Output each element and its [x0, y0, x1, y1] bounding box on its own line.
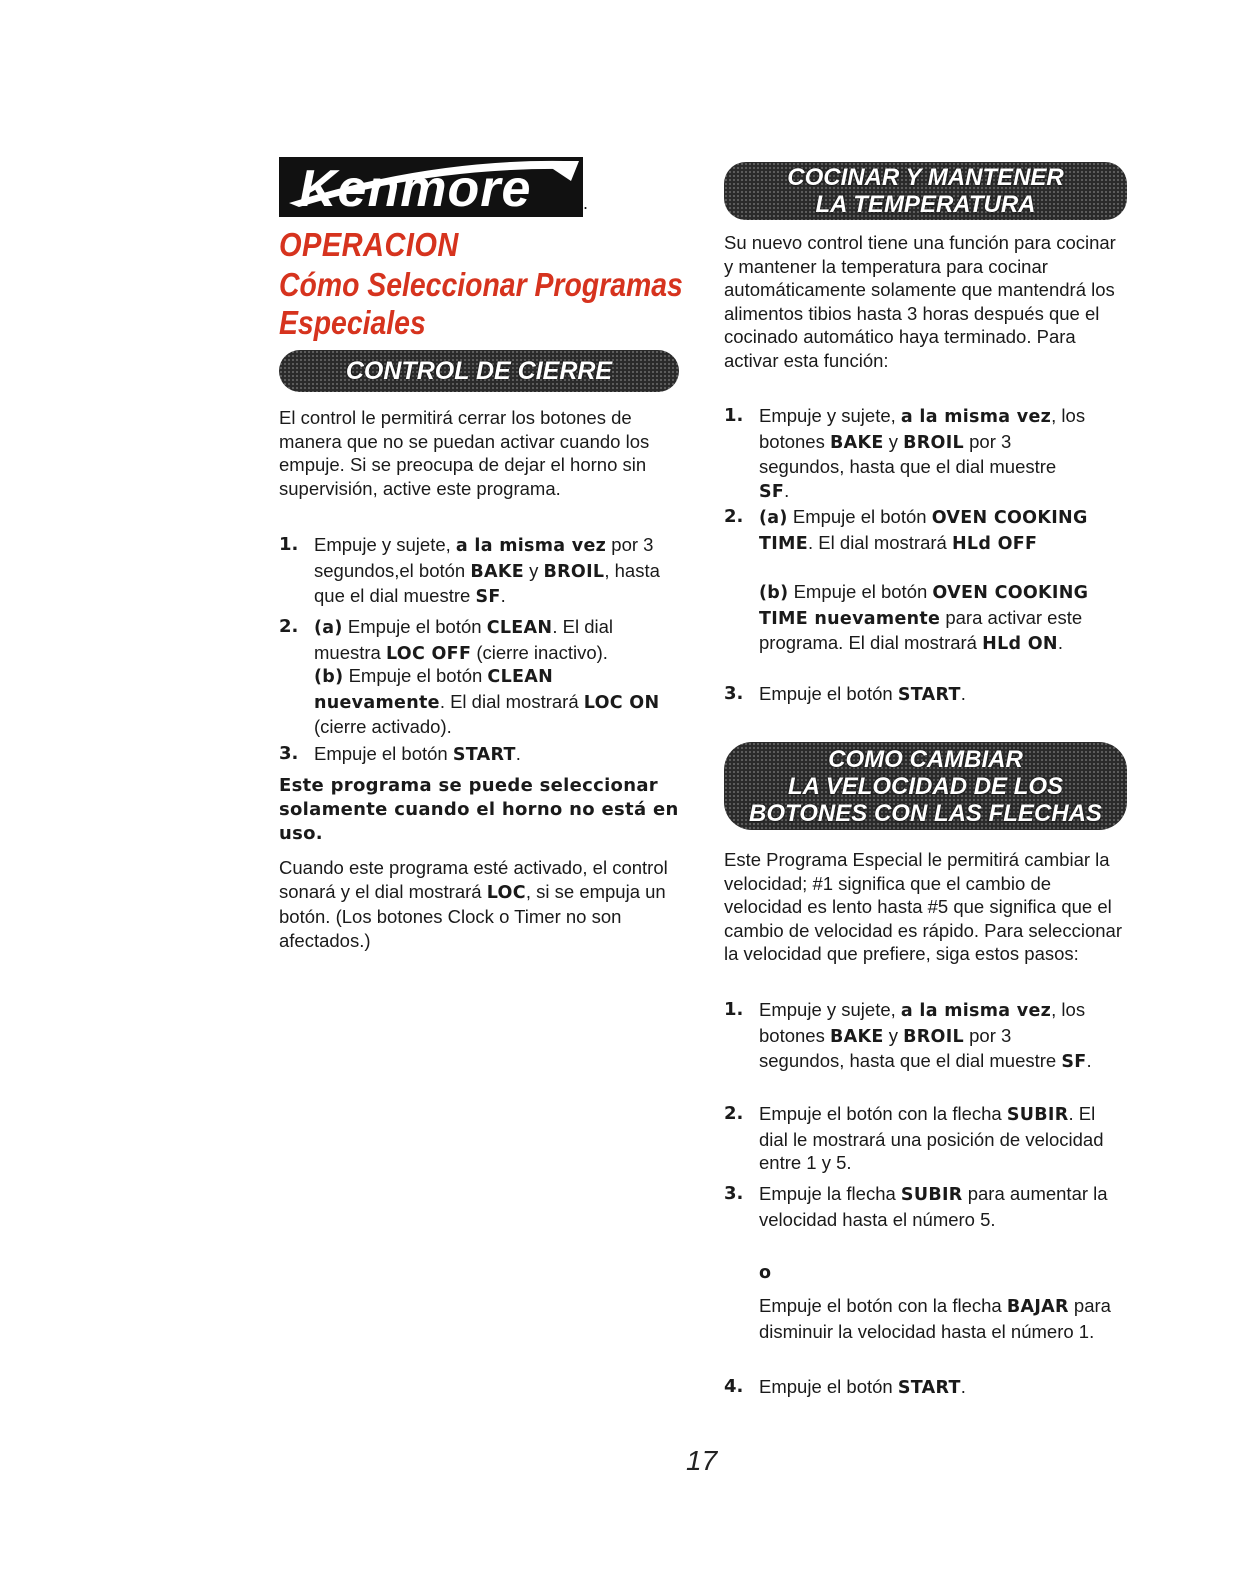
text: Empuje el botón: [759, 1376, 898, 1397]
bold-text: SUBIR: [1006, 1105, 1069, 1125]
text: y: [883, 430, 904, 452]
bold-text: SUBIR: [900, 1185, 963, 1205]
step-number: 1.: [724, 999, 744, 1020]
bold-text: SF: [1061, 1052, 1087, 1072]
step-number: 3.: [724, 1183, 744, 1204]
bold-text: LOC: [486, 882, 526, 903]
kenmore-logo: [279, 157, 591, 217]
bold-text: CLEAN nuevamente: [314, 667, 554, 713]
step-text: [314, 615, 674, 666]
text: Empuje el botón: [788, 581, 933, 602]
logo-box: [279, 157, 583, 217]
text: . El dial muestra: [314, 616, 614, 663]
text: Empuje el botón: [314, 743, 453, 764]
text: por 3 segundos,el botón: [314, 534, 654, 581]
step-number: 4.: [724, 1376, 744, 1397]
text: .: [515, 743, 521, 764]
text: Empuje el botón: [787, 506, 932, 527]
text: Cuando este programa esté activado, el control sonará y el dial mostrará: [279, 857, 668, 902]
step-number: 3.: [724, 683, 744, 704]
step-text: [314, 533, 674, 610]
banner-line-3: BOTONES CON LAS FLECHAS: [749, 800, 1102, 827]
step-text: [759, 1182, 1124, 1231]
step-text: [759, 404, 1089, 504]
text: (cierre inactivo).: [471, 641, 608, 663]
banner-line-1: COMO CAMBIAR: [828, 746, 1023, 773]
text: Empuje el botón: [759, 683, 898, 704]
banner-cocinar-y-mantener: [724, 162, 1127, 220]
bold-text: a la misma vez: [900, 1001, 1052, 1021]
text: .: [1057, 632, 1064, 653]
text: .: [500, 585, 506, 606]
bold-text: HLd OFF: [951, 533, 1038, 554]
bold-text: BAJAR: [1006, 1297, 1069, 1317]
text: . El dial mostrará: [808, 531, 952, 553]
cierre-intro: El control le permitirá cerrar los botones de manera que no se puedan activar cuando los empuje. Si se preocupa de dejar el horno sin supervisión, active este programa.: [279, 407, 650, 499]
bold-text: SF: [759, 481, 785, 502]
cocinar-intro: Su nuevo control tiene una función para cocinar y mantener la temperatura para cocinar automáticamente solamente que mantendrá los alimentos tibios hasta 3 horas después que el cocinado automático haya terminado. Para activar esta función:: [724, 232, 1116, 371]
step-text: [759, 1375, 1119, 1401]
text: .: [960, 1376, 966, 1397]
step-text: [759, 682, 1104, 708]
step-text: [759, 998, 1099, 1075]
banner-line-2: LA TEMPERATURA: [815, 191, 1036, 218]
text: , los botones: [759, 405, 1086, 452]
logo-dot: .: [583, 193, 589, 213]
bold-text: CLEAN: [486, 618, 553, 638]
cierre-note: Este programa se puede seleccionar solamente cuando el horno no está en uso.: [279, 775, 679, 844]
text: , los botones: [759, 999, 1086, 1046]
text: por 3 segundos, hasta que el dial muestre: [759, 1024, 1062, 1071]
text: .: [784, 479, 790, 501]
banner-line-2: LA VELOCIDAD DE LOS: [787, 773, 1064, 800]
bold-text: (a): [759, 508, 788, 528]
text: , hasta que el dial muestre: [314, 559, 660, 606]
text: .: [960, 683, 966, 704]
step-number: 2.: [724, 506, 744, 527]
bold-text: (a): [314, 618, 343, 638]
text: .: [1086, 1050, 1092, 1071]
text: y: [883, 1024, 904, 1046]
bold-text: BAKE: [470, 561, 524, 582]
text: . El dial le mostrará una posición de velocidad entre 1 y 5.: [759, 1103, 1104, 1173]
page-title: OPERACION: [279, 226, 459, 263]
text: . El dial mostrará: [439, 690, 584, 712]
bold-text: START: [897, 685, 961, 705]
step-text: [759, 580, 1104, 657]
text: para activar este programa. El dial mostrará: [759, 606, 1083, 653]
text: , si se empuja un botón. (Los botones Clock o Timer no son afectados.): [279, 880, 666, 951]
step-number: 1.: [724, 405, 744, 426]
step-text: [759, 1102, 1119, 1175]
step-text: [314, 664, 674, 739]
text: Empuje el botón con la flecha: [759, 1103, 1007, 1124]
text: Empuje y sujete,: [314, 534, 456, 555]
step-number: 2.: [279, 616, 299, 637]
text: Empuje y sujete,: [759, 405, 901, 426]
bold-text: a la misma vez: [455, 536, 607, 556]
page-number: 17: [686, 1445, 718, 1476]
bold-text: SF: [475, 587, 501, 607]
banner-como-cambiar-velocidad: [724, 742, 1127, 830]
text: por 3 segundos, hasta que el dial muestre: [759, 430, 1057, 477]
bold-text: START: [897, 1378, 961, 1398]
step-number: 1.: [279, 534, 299, 555]
text: y: [523, 559, 544, 581]
page-subtitle: Cómo Seleccionar Programas Especiales: [279, 266, 683, 341]
text: Empuje el botón: [342, 616, 487, 637]
step-number: 3.: [279, 743, 299, 764]
text: Empuje el botón con la flecha: [759, 1295, 1007, 1316]
text: Empuje el botón: [343, 665, 488, 686]
bold-text: HLd ON: [982, 634, 1058, 654]
bold-text: OVEN COOKING TIME: [759, 508, 1088, 554]
text: para disminuir la velocidad hasta el número 1.: [759, 1295, 1111, 1342]
text: Empuje la flecha: [759, 1183, 901, 1204]
bold-text: a la misma vez: [900, 407, 1052, 427]
banner-control-de-cierre: [279, 350, 679, 392]
bold-text: START: [452, 745, 516, 765]
step-text: [759, 505, 1104, 556]
step-text: [759, 1294, 1124, 1343]
text: Empuje y sujete,: [759, 999, 901, 1020]
bold-text: BROIL: [903, 432, 964, 453]
banner-text: CONTROL DE CIERRE: [345, 357, 613, 385]
step-number: 2.: [724, 1103, 744, 1124]
bold-text: BROIL: [543, 561, 605, 582]
bold-text: (b): [314, 667, 344, 687]
velocidad-intro: Este Programa Especial le permitirá cambiar la velocidad; #1 significa que el cambio de velocidad es lento hasta #5 que significa que el cambio de velocidad es rápido. Para seleccionar la velocidad que prefiere, siga estos pasos:: [724, 849, 1122, 964]
banner-line-1: COCINAR Y MANTENER: [787, 164, 1064, 191]
bold-text: OVEN COOKING TIME nuevamente: [759, 583, 1089, 629]
bold-text: BROIL: [903, 1026, 964, 1047]
or-text: o: [759, 1263, 772, 1283]
bold-text: BAKE: [829, 432, 884, 453]
logo-text: Kenmore: [299, 160, 532, 217]
cierre-outro: [279, 856, 679, 952]
bold-text: LOC OFF: [385, 643, 472, 664]
bold-text: BAKE: [829, 1026, 884, 1047]
bold-text: (b): [759, 583, 789, 603]
step-text: [314, 742, 674, 768]
bold-text: LOC ON: [583, 692, 660, 713]
text: para aumentar la velocidad hasta el número 5.: [759, 1183, 1108, 1230]
text: (cierre activado).: [314, 716, 452, 737]
